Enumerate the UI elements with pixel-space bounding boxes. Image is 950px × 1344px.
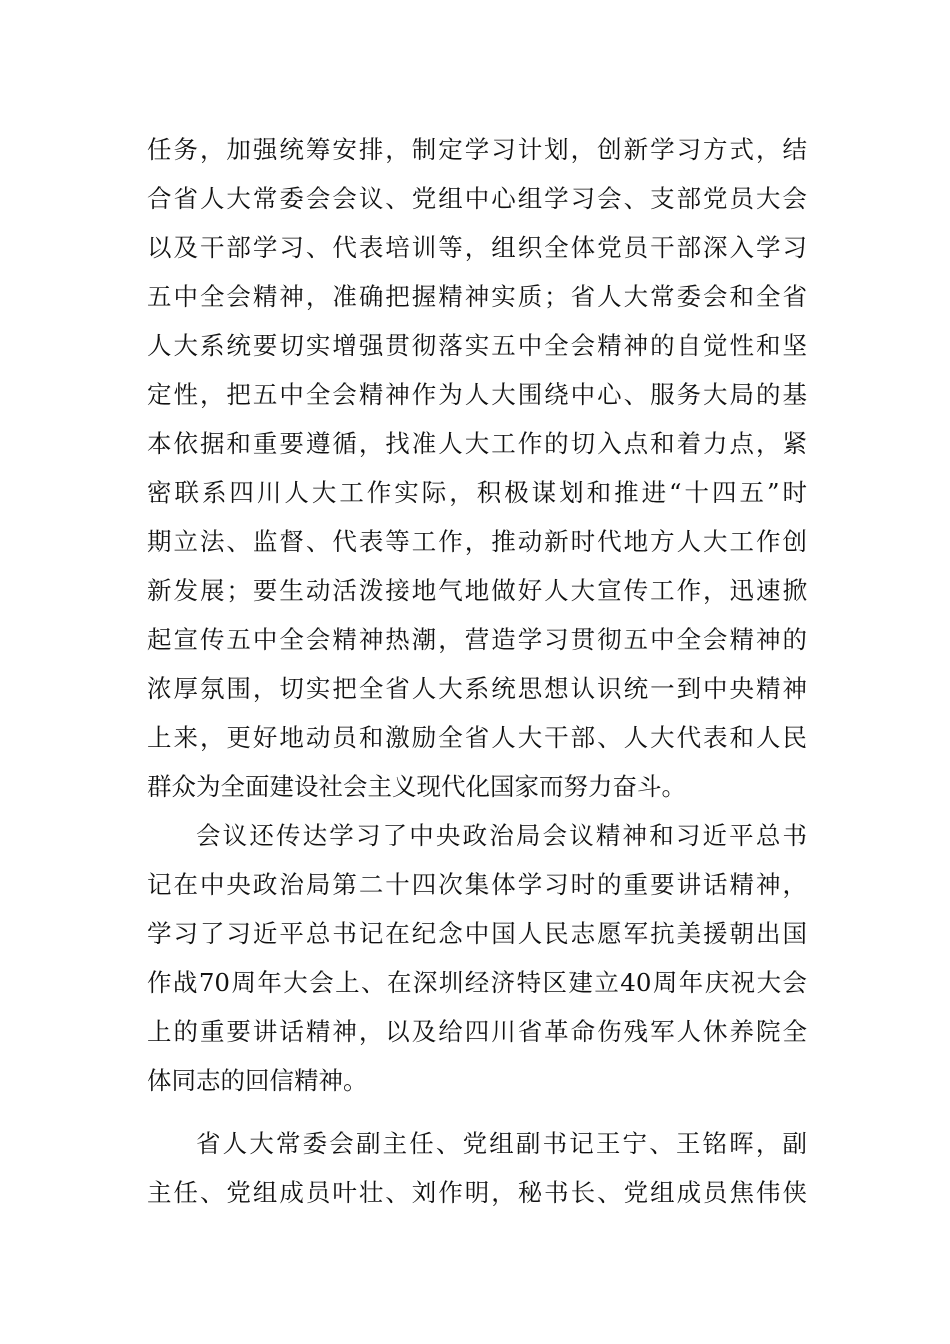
paragraph-line: 新发展；要生动活泼接地气地做好人大宣传工作，迅速掀 [147, 576, 807, 605]
paragraph-line: 以及干部学习、代表培训等，组织全体党员干部深入学习 [147, 233, 807, 262]
paragraph-line: 上的重要讲话精神，以及给四川省革命伤残军人休养院全 [147, 1017, 807, 1046]
paragraph-line: 定性，把五中全会精神作为人大围绕中心、服务大局的基 [147, 380, 807, 409]
paragraph-line: 会议还传达学习了中央政治局会议精神和习近平总书 [196, 821, 807, 850]
paragraph-line: 任务，加强统筹安排，制定学习计划，创新学习方式，结 [147, 135, 807, 164]
paragraph-line: 起宣传五中全会精神热潮，营造学习贯彻五中全会精神的 [147, 625, 807, 654]
paragraph-line: 体同志的回信精神。 [147, 1066, 368, 1095]
paragraph-line: 作战70周年大会上、在深圳经济特区建立40周年庆祝大会 [147, 968, 807, 997]
paragraph-line: 省人大常委会副主任、党组副书记王宁、王铭晖，副 [196, 1129, 807, 1158]
paragraph-line: 主任、党组成员叶壮、刘作明，秘书长、党组成员焦伟侠 [147, 1178, 807, 1207]
paragraph-line: 期立法、监督、代表等工作，推动新时代地方人大工作创 [147, 527, 807, 556]
paragraph-3 [147, 1119, 807, 1217]
paragraph-line: 密联系四川人大工作实际，积极谋划和推进“十四五”时 [147, 478, 807, 507]
paragraph-line: 上来，更好地动员和激励全省人大干部、人大代表和人民 [147, 723, 807, 752]
paragraph-line: 人大系统要切实增强贯彻落实五中全会精神的自觉性和坚 [147, 331, 807, 360]
paragraph-line: 群众为全面建设社会主义现代化国家而努力奋斗。 [147, 772, 686, 801]
paragraph-line: 学习了习近平总书记在纪念中国人民志愿军抗美援朝出国 [147, 919, 807, 948]
paragraph-2 [147, 811, 807, 1105]
paragraph-line: 本依据和重要遵循，找准人大工作的切入点和着力点，紧 [147, 429, 807, 458]
paragraph-1 [147, 125, 807, 811]
paragraph-line: 五中全会精神，准确把握精神实质；省人大常委会和全省 [147, 282, 807, 311]
paragraph-line: 合省人大常委会会议、党组中心组学习会、支部党员大会 [147, 184, 807, 213]
paragraph-line: 浓厚氛围，切实把全省人大系统思想认识统一到中央精神 [147, 674, 807, 703]
paragraph-line: 记在中央政治局第二十四次集体学习时的重要讲话精神， [147, 870, 807, 899]
